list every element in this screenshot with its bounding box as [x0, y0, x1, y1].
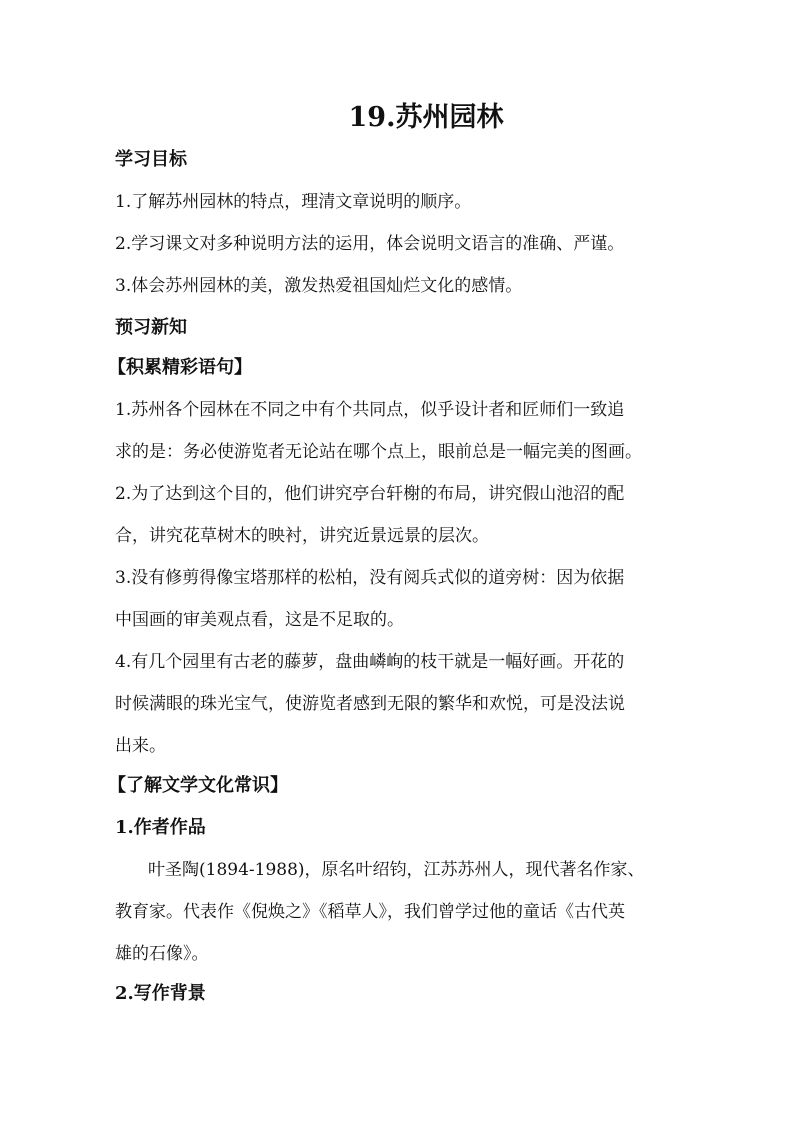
sentence-line: 合，讲究花草树木的映衬，讲究近景远景的层次。 — [115, 526, 489, 546]
goal-item-1: 1.了解苏州园林的特点，理清文章说明的顺序。 — [115, 192, 472, 212]
page-title: 19.苏州园林 — [348, 102, 504, 133]
background-heading: 2.写作背景 — [115, 983, 206, 1004]
sentence-line: 出来。 — [115, 736, 166, 756]
sentence-line: 时候满眼的珠光宝气，使游览者感到无限的繁华和欢悦，可是没法说 — [115, 694, 625, 714]
sentence-line: 中国画的审美观点看，这是不足取的。 — [115, 610, 404, 630]
accumulate-heading: 【积累精彩语句】 — [108, 357, 252, 378]
author-line: 叶圣陶(1894-1988)，原名叶绍钧，江苏苏州人，现代著名作家、 — [148, 860, 645, 880]
sentence-line: 4.有几个园里有古老的藤萝，盘曲嶙峋的枝干就是一幅好画。开花的 — [115, 652, 625, 672]
goal-item-3: 3.体会苏州园林的美，激发热爱祖国灿烂文化的感情。 — [115, 276, 523, 296]
sentence-line: 求的是：务必使游览者无论站在哪个点上，眼前总是一幅完美的图画。 — [115, 442, 642, 462]
sentence-line: 2.为了达到这个目的，他们讲究亭台轩榭的布局，讲究假山池沼的配 — [115, 484, 625, 504]
sentence-line: 3.没有修剪得像宝塔那样的松柏，没有阅兵式似的道旁树：因为依据 — [115, 568, 625, 588]
author-line: 教育家。代表作《倪焕之》《稻草人》，我们曾学过他的童话《古代英 — [115, 902, 625, 922]
preview-heading: 预习新知 — [115, 317, 187, 338]
author-heading: 1.作者作品 — [115, 817, 206, 838]
learning-goals-heading: 学习目标 — [115, 149, 187, 170]
goal-item-2: 2.学习课文对多种说明方法的运用，体会说明文语言的准确、严谨。 — [115, 234, 625, 254]
sentence-line: 1.苏州各个园林在不同之中有个共同点，似乎设计者和匠师们一致追 — [115, 400, 625, 420]
culture-heading: 【了解文学文化常识】 — [108, 775, 288, 796]
author-line: 雄的石像》。 — [115, 944, 209, 964]
